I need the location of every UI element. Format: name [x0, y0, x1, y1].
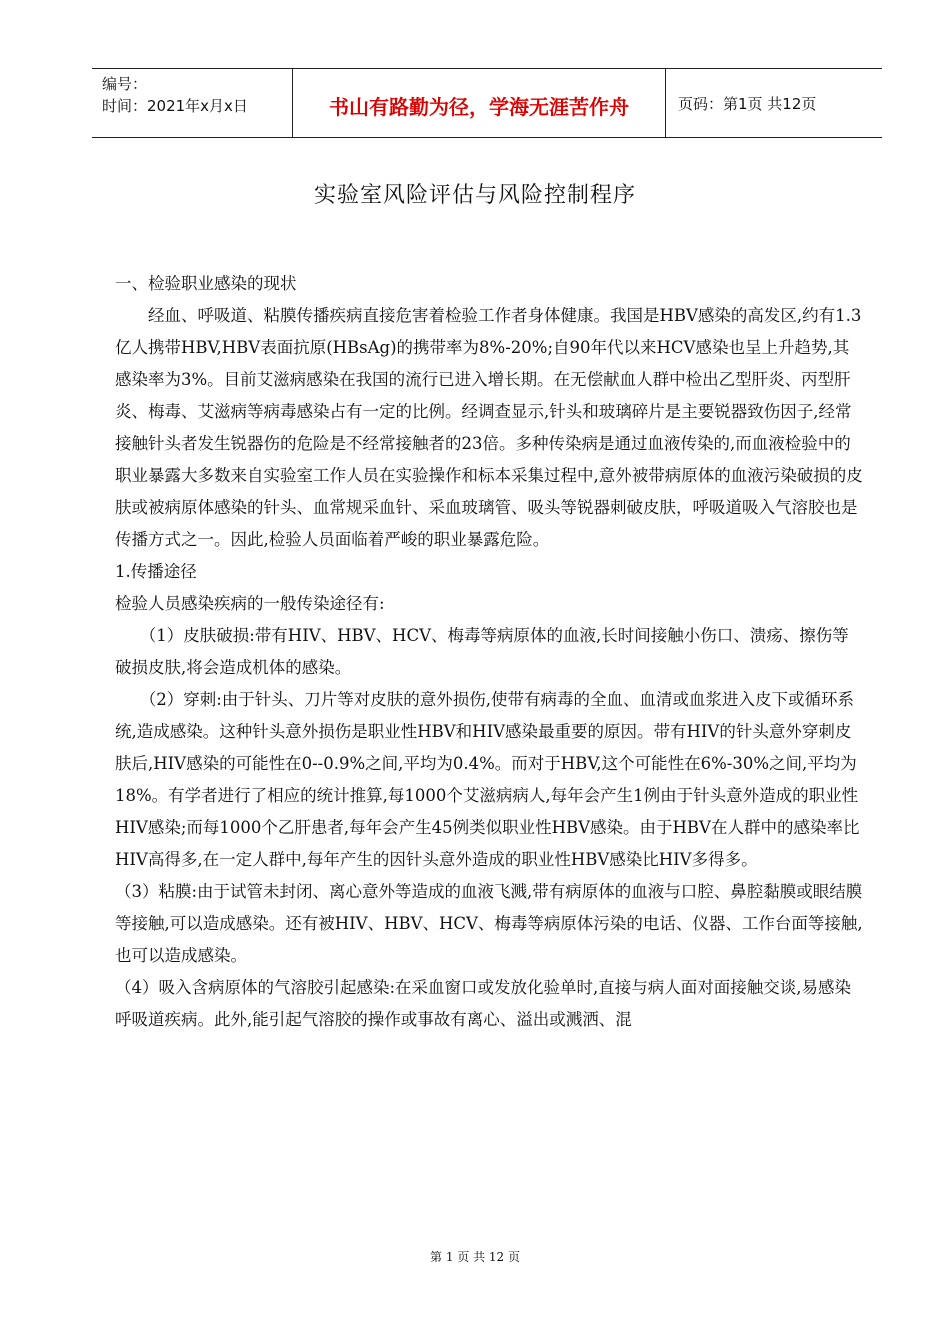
list-item: （2）穿刺:由于针头、刀片等对皮肤的意外损伤,使带有病毒的全血、血清或血浆进入皮下或循环系统,造成感染。这种针头意外损伤是职业性HBV和HIV感染最重要的原因。带有HIV的针头意外穿刺皮肤后,HIV感染的可能性在0--0.9%之间,平均为0.4%。而对于HBV,这个可能性在6%-30%之间,平均为18%。有学者进行了相应的统计推算,每1000个艾滋病病人,每年会产生1例由于针头意外造成的职业性HIV感染;而每1000个乙肝患者,每年会产生45例类似职业性HBV感染。由于HBV在人群中的感染率比HIV高得多,在一定人群中,每年产生的因针头意外造成的职业性HBV感染比HIV多得多。 [115, 690, 860, 869]
document-header [92, 68, 882, 138]
header-motto: 书山有路勤为径，学海无涯苦作舟 [329, 95, 629, 119]
list-item: （4）吸入含病原体的气溶胶引起感染:在采血窗口或发放化验单时,直接与病人面对面接触交谈,易感染呼吸道疾病。此外,能引起气溶胶的操作或事故有离心、溢出或溅洒、混 [115, 978, 852, 1029]
page-footer: 第 1 页 共 12 页 [430, 1250, 520, 1264]
header-divider [292, 69, 293, 137]
time-label: 时间：2021年x月x日 [102, 97, 248, 115]
number-label: 编号： [102, 75, 148, 93]
document-body [115, 266, 865, 1036]
paragraph: 经血、呼吸道、粘膜传播疾病直接危害着检验工作者身体健康。我国是HBV感染的高发区,约有1.3亿人携带HBV,HBV表面抗原(HBsAg)的携带率为8%-20%;自90年代以来HCV感染也呈上升趋势,其感染率为3%。目前艾滋病感染在我国的流行已进入增长期。在无偿献血人群中检出乙型肝炎、丙型肝炎、梅毒、艾滋病等病毒感染占有一定的比例。经调查显示,针头和玻璃碎片是主要锐器致伤因子,经常接触针头者发生锐器伤的危险是不经常接触者的23倍。多种传染病是通过血液传染的,而血液检验中的职业暴露大多数来自实验室工作人员在实验操作和标本采集过程中,意外被带病原体的血液污染破损的皮肤或被病原体感染的针头、血常规采血针、采血玻璃管、吸头等锐器刺破皮肤，呼吸道吸入气溶胶也是传播方式之一。因此,检验人员面临着严峻的职业暴露危险。 [115, 306, 863, 549]
header-divider [665, 69, 666, 137]
paragraph: 检验人员感染疾病的一般传染途径有: [115, 594, 385, 613]
list-item: （3）粘膜:由于试管未封闭、离心意外等造成的血液飞溅,带有病原体的血液与口腔、鼻腔黏膜或眼结膜等接触,可以造成感染。还有被HIV、HBV、HCV、梅毒等病原体污染的电话、仪器、工作台面等接触,也可以造成感染。 [115, 882, 863, 965]
list-item: （1）皮肤破损:带有HIV、HBV、HCV、梅毒等病原体的血液,长时间接触小伤口、溃疡、擦伤等破损皮肤,将会造成机体的感染。 [115, 626, 849, 677]
header-page-info: 页码：第1页 共12页 [678, 95, 817, 113]
header-meta [102, 73, 292, 117]
document-title: 实验室风险评估与风险控制程序 [313, 183, 636, 208]
subsection-heading: 1.传播途径 [115, 562, 197, 581]
section-heading: 一、检验职业感染的现状 [115, 274, 297, 293]
